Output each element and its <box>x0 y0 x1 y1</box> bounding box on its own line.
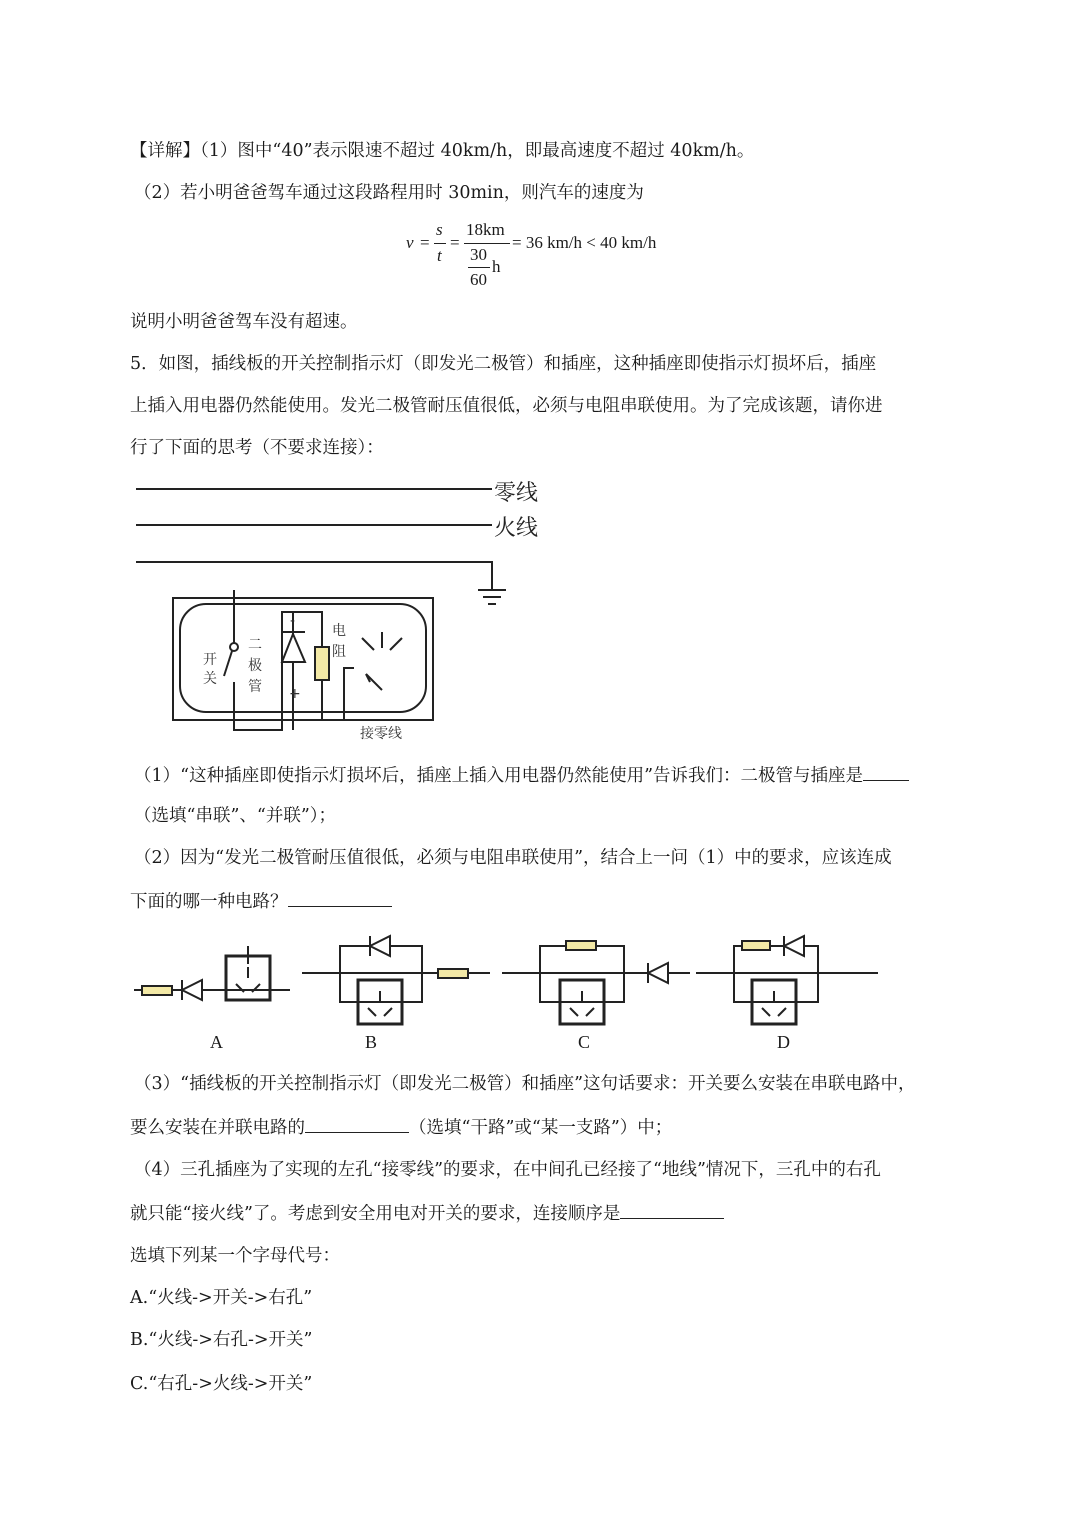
minus-label: - <box>290 613 296 629</box>
formula-t: t <box>437 246 442 265</box>
formula-v: v <box>406 233 414 252</box>
part2-intro: （2）若小明爸爸驾车通过这段路程用时 30min，则汽车的速度为 <box>134 183 644 203</box>
option-label-d: D <box>777 1032 790 1052</box>
sub2-line2 <box>130 888 392 914</box>
answer-blank-1[interactable] <box>863 762 909 781</box>
sub3-line1: （3）“插线板的开关控制指示灯（即发光二极管）和插座”这句话要求：开关要么安装在串联电路中， <box>134 1074 916 1094</box>
sub3-line2 <box>130 1114 672 1140</box>
sub4-line2 <box>130 1200 724 1226</box>
option-label-c: C <box>578 1032 591 1052</box>
answer-blank-3[interactable] <box>305 1114 409 1133</box>
resistor-label-1: 电 <box>332 623 346 639</box>
power-strip-figure <box>130 472 560 747</box>
to-neutral-label: 接零线 <box>360 726 402 742</box>
detail-tag: 【详解】 <box>130 141 200 161</box>
sub1-line2: （选填“串联”、“并联”）； <box>134 806 337 826</box>
choice-a: A.“火线->开关->右孔” <box>130 1288 313 1308</box>
switch-label-1: 开 <box>203 652 217 668</box>
sub3-text-a: 要么安装在并联电路的 <box>130 1118 305 1138</box>
switch-label-2: 关 <box>203 671 217 687</box>
plus-label: + <box>289 686 301 702</box>
fraction-bar <box>434 243 446 244</box>
circuit-d <box>696 936 878 1002</box>
choice-b: B.“火线->右孔->开关” <box>130 1330 313 1350</box>
q5-line3: 行了下面的思考（不要求连接）： <box>130 438 384 458</box>
ground-wire <box>136 562 492 590</box>
sub3-text-b: （选填“干路”或“某一支路”）中； <box>409 1118 673 1138</box>
resistor-symbol <box>315 647 329 680</box>
q5-line2: 上插入用电器仍然能使用。发光二极管耐压值很低，必须与电阻串联使用。为了完成该题，请你进 <box>130 396 883 416</box>
switch-blade <box>224 651 232 676</box>
resistor-label-2: 阻 <box>332 644 346 660</box>
sub1-text: （1）“这种插座即使指示灯损坏后，插座上插入用电器仍然能使用”告诉我们：二极管与插座是 <box>134 766 864 786</box>
sub1-line1 <box>134 762 909 788</box>
diode-symbol <box>282 634 305 662</box>
formula-frac-den: 60 <box>470 270 487 289</box>
option-label-a: A <box>210 1032 223 1052</box>
detail-line <box>130 139 754 163</box>
formula-numerator: 18km <box>466 220 505 239</box>
fraction-bar <box>468 267 490 268</box>
formula-s: s <box>436 220 443 239</box>
diode-label-1: 二 <box>248 637 262 653</box>
conclusion: 说明小明爸爸驾车没有超速。 <box>130 312 358 332</box>
formula-result: = 36 km/h < 40 km/h <box>512 233 657 252</box>
option-label-b: B <box>365 1032 378 1052</box>
sub2-text: 下面的哪一种电路？ <box>130 892 288 912</box>
diode-label-2: 极 <box>248 658 262 674</box>
formula-eq2: = <box>450 233 460 252</box>
q5-line1: 5．如图，插线板的开关控制指示灯（即发光二极管）和插座，这种插座即使指示灯损坏后，插座 <box>130 354 877 374</box>
formula-unit: h <box>492 257 501 276</box>
formula-frac-num: 30 <box>470 245 487 264</box>
choose-prompt: 选填下列某一个字母代号： <box>130 1246 340 1266</box>
live-label: 火线 <box>494 516 539 541</box>
sub4-text: 就只能“接火线”了。考虑到安全用电对开关的要求，连接顺序是 <box>130 1204 621 1224</box>
choice-c: C.“右孔->火线->开关” <box>130 1374 313 1394</box>
circuit-b <box>302 936 490 1002</box>
answer-blank-4[interactable] <box>620 1200 724 1219</box>
answer-blank-2[interactable] <box>288 888 392 907</box>
detail-text: （1）图中“40”表示限速不超过 40km/h，即最高速度不超过 40km/h。 <box>200 141 755 161</box>
fraction-bar <box>464 243 510 244</box>
diode-label-3: 管 <box>248 679 262 695</box>
neutral-label: 零线 <box>494 481 539 506</box>
sub2-line1: （2）因为“发光二极管耐压值很低，必须与电阻串联使用”，结合上一问（1）中的要求，应该连成 <box>134 848 892 868</box>
formula-eq1: = <box>420 233 430 252</box>
circuit-c <box>502 941 690 1002</box>
speed-formula <box>400 216 700 296</box>
circuit-options <box>130 928 890 1028</box>
sub4-line1: （4）三孔插座为了实现的左孔“接零线”的要求，在中间孔已经接了“地线”情况下，三孔中的右孔 <box>134 1160 881 1180</box>
circuit-a <box>134 946 290 1000</box>
